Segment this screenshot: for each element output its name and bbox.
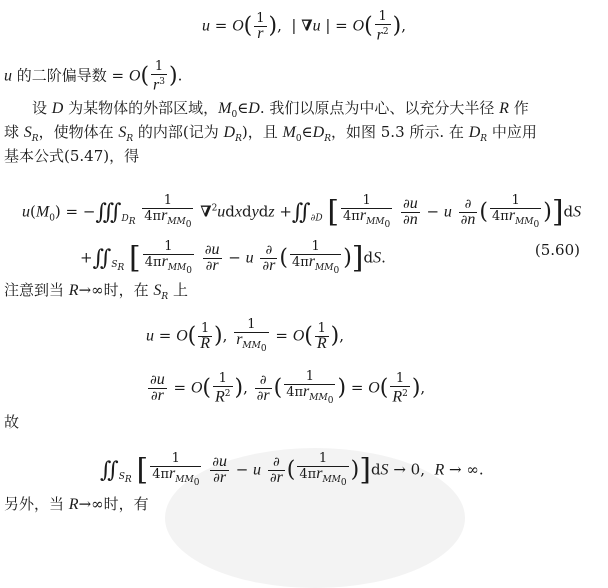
- paragraph-line-2: 球 $S_R$，使物体在 $S_R$ 的内部(记为 $D_R$)，且 $M_0\in D_R$，如图 5.3 所示. 在 $D_R$ 中应用: [4, 123, 537, 144]
- equation-number: (5.60): [534, 241, 580, 259]
- paragraph-line-3: 基本公式(5.47)，得: [4, 147, 140, 165]
- second-derivatives-line: u 的二阶偏导数 = O( $\frac{1}{r^3}$ ).: [4, 59, 183, 94]
- equation-bound-2: $\frac{\partial u}{\partial r}$ = O( $\frac{1}{R^2}$ ), $\frac{\partial}{\partial r}$ ( $\frac{1}{4\pi r_{MM_0}}$ ) = O( $\frac{1}{R^2}$ ),: [150, 369, 426, 406]
- equation-top: u = O( $\frac{1}{r}$ ), | ∇u | = O( $\frac{1}{r^2}$ ),: [201, 9, 406, 44]
- equation-main-line-1: $u(M_0)$ = −∭ $_{D_R}$ $\frac{1}{4\pi r_{MM_0}}$ ∇$^2$udxdydz +∬ $_{\partial D}$ [ $\frac{1}{4\pi r_{MM_0}}$ $\frac{\partial u}{\partial n}$ − u $\frac{\partial}{\partial n}$ ( $\frac{1}{4\pi r_{MM_0}}$ )]dS: [22, 193, 582, 230]
- last-line: 另外，当 R→∞时，有: [4, 495, 149, 513]
- note-line: 注意到当 R→∞时，在 $S_R$ 上: [4, 281, 188, 302]
- paragraph-line-1: 设 D 为某物体的外部区域，$M_0\in D$. 我们以原点为中心、以充分大半径 R 作: [32, 99, 529, 120]
- equation-bound-1: u = O( $\frac{1}{R}$ ), $\frac{1}{r_{MM_0}}$ = O( $\frac{1}{R}$ ),: [146, 317, 345, 354]
- equation-limit: ∬ $_{S_R}$ [ $\frac{1}{4\pi r_{MM_0}}$ $\frac{\partial u}{\partial r}$ − u $\frac{\partial}{\partial r}$ ( $\frac{1}{4\pi r_{MM_0}}$ )]dS → 0, R → ∞.: [100, 451, 484, 488]
- therefore-label: 故: [4, 413, 20, 431]
- equation-main-line-2: +∬ $_{S_R}$ [ $\frac{1}{4\pi r_{MM_0}}$ $\frac{\partial u}{\partial r}$ − u $\frac{\partial}{\partial r}$ ( $\frac{1}{4\pi r_{MM_0}}$ )]dS.: [80, 239, 386, 276]
